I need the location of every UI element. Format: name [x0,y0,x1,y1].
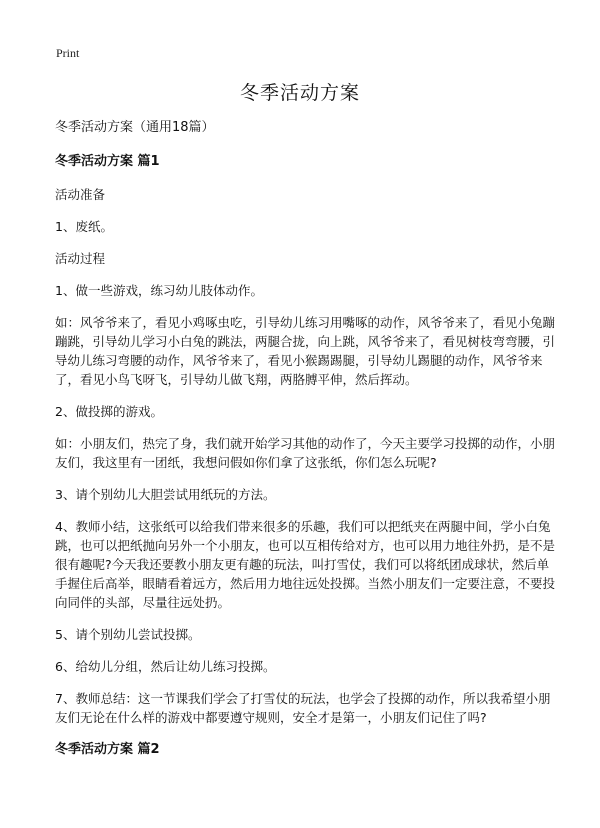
paragraph: 7、教师总结：这一节课我们学会了打雪仗的玩法，也学会了投掷的动作，所以我希望小朋友们无论在什么样的游戏中都要遵守规则，安全才是第一，小朋友们记住了吗? [55,691,551,725]
paragraph: 活动准备 [55,187,106,202]
paragraph: 1、做一些游戏，练习幼儿肢体动作。 [55,283,263,298]
paragraph: 3、请个别幼儿大胆尝试用纸玩的方法。 [55,487,276,502]
section-heading-2: 冬季活动方案 篇2 [55,742,160,757]
paragraph: 如：风爷爷来了，看见小鸡啄虫吃，引导幼儿练习用嘴啄的动作，风爷爷来了，看见小兔蹦蹦跳，引导幼儿学习小白兔的跳法，两腿合拢，向上跳，风爷爷来了，看见树枝弯弯腰，引导幼儿练习弯腰的动作，风爷爷来了，看见小猴踢踢腿，引导幼儿踢腿的动作，风爷爷来了，看见小鸟飞呀飞，引导幼儿做飞翔，两胳膊平伸，然后挥动。 [55,315,556,387]
section-heading-1: 冬季活动方案 篇1 [55,154,160,169]
paragraph: 2、做投掷的游戏。 [55,404,163,419]
paragraph: 5、请个别幼儿尝试投掷。 [55,627,201,642]
paragraph: 4、教师小结，这张纸可以给我们带来很多的乐趣，我们可以把纸夹在两腿中间，学小白兔跳，也可以把纸抛向另外一个小朋友，也可以互相传给对方，也可以用力地往外扔，是不是很有趣呢?今天我还要教小朋友更有趣的玩法，叫打雪仗，我们可以将纸团成球状，然后单手握住后高举，眼睛看着远方，然后用力地往远处投掷。当然小朋友们一定要注意，不要投向同伴的头部，尽量往远处扔。 [55,519,556,610]
document-subtitle: 冬季活动方案（通用18篇） [55,120,215,135]
document-title: 冬季活动方案 [239,82,360,104]
paragraph: 1、废纸。 [55,219,113,234]
print-label: Print [56,46,80,60]
paragraph: 活动过程 [55,251,106,266]
document-body [55,118,555,773]
paragraph: 6、给幼儿分组，然后让幼儿练习投掷。 [55,659,276,674]
paragraph: 如：小朋友们，热完了身，我们就开始学习其他的动作了，今天主要学习投掷的动作，小朋友们，我这里有一团纸，我想问假如你们拿了这张纸，你们怎么玩呢? [55,436,556,470]
